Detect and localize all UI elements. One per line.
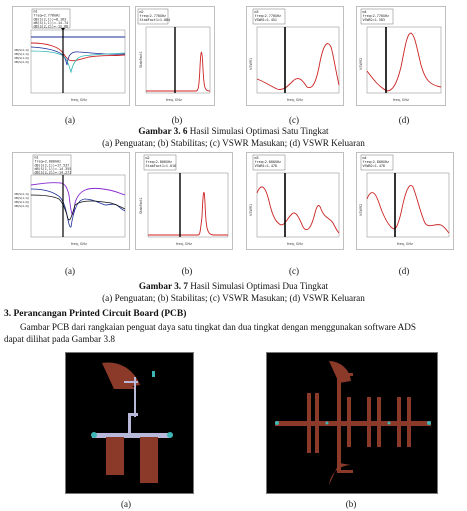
svg-text:m1: m1 [33,9,38,14]
svg-text:dB(S(1,1)): dB(S(1,1)) [14,196,30,200]
svg-text:m4: m4 [362,156,367,160]
svg-text:dB(S(2,1)): dB(S(2,1)) [14,192,30,196]
subfig-label: (c) [289,266,299,276]
svg-text:freq=2.770GHz: freq=2.770GHz [254,14,282,18]
subfig-label: (d) [398,115,410,125]
figure-caption-3-6: Gambar 3. 6 Hasil Simulasi Optimasi Satu Tingkat [138,126,329,136]
plot-row2-a [12,152,130,250]
subfig-label: (c) [289,115,299,125]
legend [14,48,29,64]
svg-text:VSWR2=1.583: VSWR2=1.583 [362,18,385,22]
svg-text:freq=2.770GHz: freq=2.770GHz [33,13,61,18]
plot-row2-c [246,152,344,250]
svg-text:VSWR1=1.451: VSWR1=1.451 [254,18,277,22]
svg-text:dB(S(1,1))=-14.355: dB(S(1,1))=-14.355 [34,167,72,171]
plot-row2-b [135,152,233,250]
svg-text:freq, GHz: freq, GHz [397,242,413,246]
svg-text:dB(S(1,2)): dB(S(1,2)) [14,200,30,204]
svg-text:freq, GHz: freq, GHz [287,98,303,102]
subfig-label: (a) [121,499,131,509]
svg-text:freq, GHz: freq, GHz [71,98,87,102]
pcb-layout-two-stage [266,352,438,494]
svg-text:dB(S(2,2)): dB(S(2,2)) [14,204,30,208]
subfig-label: (d) [398,266,410,276]
subfig-label: (a) [65,115,75,125]
svg-text:freq, GHz: freq, GHz [166,98,182,102]
plot-row1-b [135,6,215,106]
svg-text:StabFact1: StabFact1 [139,197,143,214]
body-paragraph: Gambar PCB dari rangkaian penguat daya satu tingkat dan dua tingkat dengan menggunakan software ADS dapat dilihat pada Gambar 3.8 [4,322,416,344]
svg-text:m1: m1 [34,155,39,160]
figure-caption-3-7: Gambar 3. 7 Hasil Simulasi Optimasi Dua Tingkat [138,281,329,291]
svg-text:freq=2.770GHz: freq=2.770GHz [362,14,390,18]
svg-text:freq, GHz: freq, GHz [71,242,87,246]
svg-text:freq=2.770GHz: freq=2.770GHz [139,14,167,18]
svg-text:m4: m4 [362,10,367,14]
section-heading: 3. Perancangan Printed Circuit Board (PCB) [4,309,187,319]
svg-text:dB(S(1,1)): dB(S(1,1)) [14,52,30,56]
figure-caption-3-7-sub: (a) Penguatan; (b) Stabilitas; (c) VSWR Masukan; (d) VSWR Keluaran [102,293,365,303]
svg-text:VSWR1: VSWR1 [249,203,253,216]
subfig-label: (a) [65,266,75,276]
svg-text:freq, GHz: freq, GHz [393,98,409,102]
svg-text:dB(S(2,1)): dB(S(2,1)) [14,48,30,52]
svg-text:m3: m3 [254,156,259,160]
svg-text:StabFact1=1.084: StabFact1=1.084 [139,18,171,22]
figure-caption-3-6-sub: (a) Penguatan; (b) Stabilitas; (c) VSWR Masukan; (d) VSWR Keluaran [102,138,365,148]
svg-text:dB(S(1,2)): dB(S(1,2)) [14,56,30,60]
svg-text:StabFact1: StabFact1 [139,51,143,68]
svg-text:VSWR2=1.478: VSWR2=1.478 [362,164,385,168]
svg-text:freq=2.800GHz: freq=2.800GHz [362,160,390,164]
plot-row1-d [356,6,446,106]
svg-text:VSWR1=1.478: VSWR1=1.478 [254,164,277,168]
svg-text:freq=2.800GHz: freq=2.800GHz [145,160,173,164]
subfig-label: (b) [181,266,193,276]
svg-text:dB(S(2,1))=8.163: dB(S(2,1))=8.163 [33,17,67,22]
svg-text:freq=2.800GHz: freq=2.800GHz [254,160,282,164]
subfig-label: (b) [345,499,357,509]
svg-text:StabFact1=1.016: StabFact1=1.016 [145,164,177,168]
legend [14,192,29,208]
svg-text:dB(S(2,2))=-14.271: dB(S(2,2))=-14.271 [34,170,72,175]
plot-row2-d [356,152,454,250]
marker-box [32,9,70,29]
svg-text:VSWR2: VSWR2 [359,203,363,216]
svg-text:dB(S(2,1))=17.537: dB(S(2,1))=17.537 [34,163,70,168]
plot-row1-a [12,6,130,106]
svg-text:freq, GHz: freq, GHz [176,242,192,246]
svg-text:VSWR2: VSWR2 [359,57,363,70]
svg-text:freq=2.800GHz: freq=2.800GHz [34,159,62,164]
svg-text:dB(S(2,2))=-12.88: dB(S(2,2))=-12.88 [33,24,69,29]
svg-text:VSWR1: VSWR1 [249,57,253,70]
pcb-layout-single-stage [65,352,194,494]
svg-text:m2: m2 [139,10,144,14]
subfig-label: (b) [171,115,183,125]
svg-text:m3: m3 [254,10,259,14]
plot-row1-c [246,6,344,106]
svg-text:dB(S(1,1))=-14.74: dB(S(1,1))=-14.74 [33,21,69,25]
svg-text:dB(S(2,2)): dB(S(2,2)) [14,60,30,64]
svg-text:m2: m2 [145,156,150,160]
svg-text:freq, GHz: freq, GHz [287,242,303,246]
